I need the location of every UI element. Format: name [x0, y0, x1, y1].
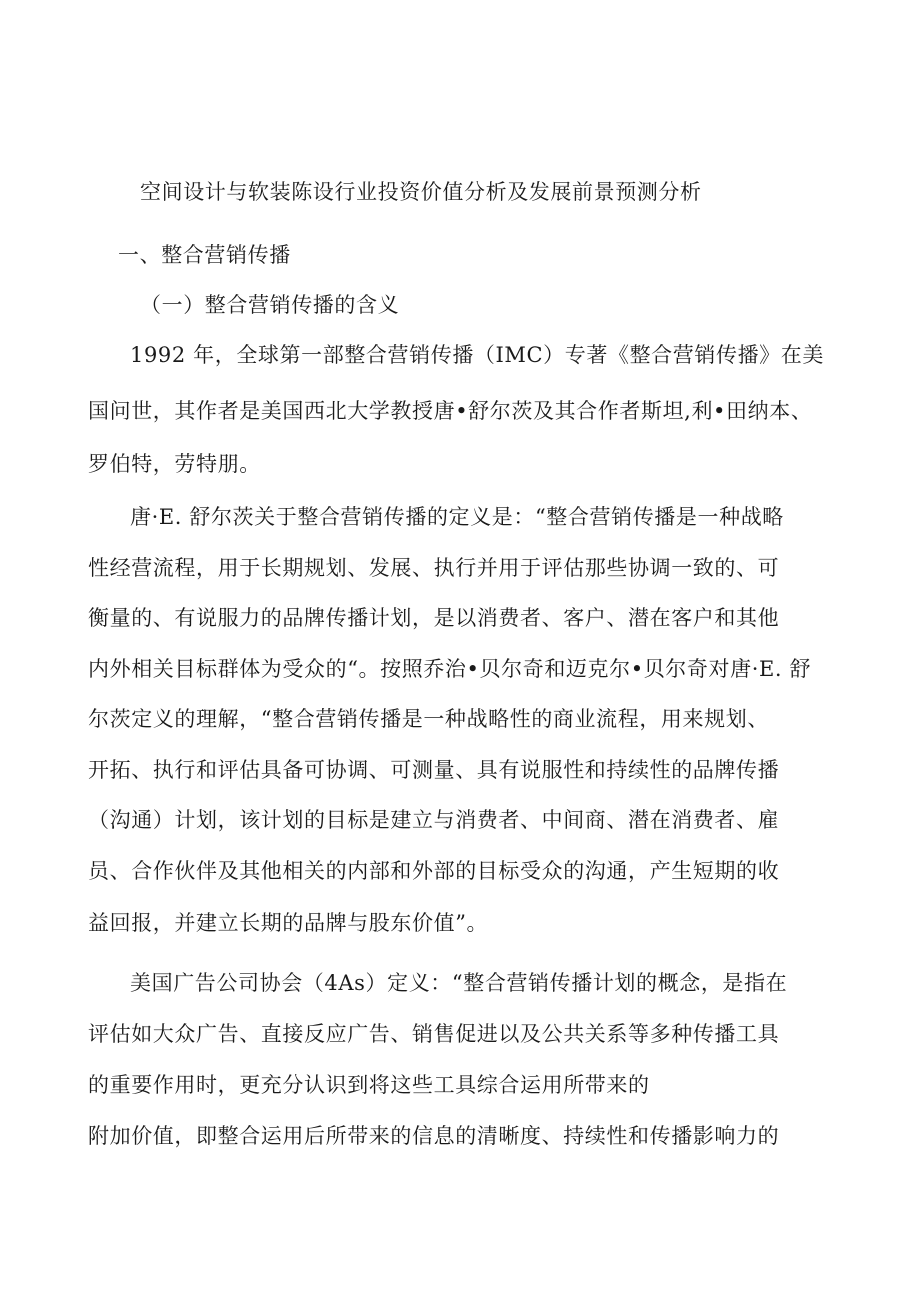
- paragraph-1-line-2: 国问世，其作者是美国西北大学教授唐•舒尔茨及其合作者斯坦,利•田纳本、: [88, 399, 813, 423]
- paragraph-2-line-2: 性经营流程，用于长期规划、发展、执行并用于评估那些协调一致的、可: [88, 556, 780, 580]
- paragraph-2-line-4: 内外相关目标群体为受众的“。按照乔治•贝尔奇和迈克尔•贝尔奇对唐·E. 舒: [88, 657, 812, 681]
- paragraph-2-line-3: 衡量的、有说服力的品牌传播计划，是以消费者、客户、潜在客户和其他: [88, 606, 780, 630]
- paragraph-3-line-3: 的重要作用时，更充分认识到将这些工具综合运用所带来的: [88, 1073, 650, 1097]
- paragraph-2-line-7: （沟通）计划，该计划的目标是建立与消费者、中间商、潜在消费者、雇: [88, 808, 780, 832]
- paragraph-2-line-5: 尔茨定义的理解，“整合营销传播是一种战略性的商业流程，用来规划、: [88, 707, 769, 731]
- document-title: 空间设计与软装陈设行业投资价值分析及发展前景预测分析: [140, 180, 702, 204]
- paragraph-2-line-9: 益回报，并建立长期的品牌与股东价值”。: [88, 911, 489, 935]
- paragraph-3-line-1: 美国广告公司协会（4As）定义：“整合营销传播计划的概念，是指在: [130, 971, 788, 995]
- paragraph-2-line-1: 唐·E. 舒尔茨关于整合营销传播的定义是：“整合营销传播是一种战略: [130, 505, 784, 529]
- paragraph-1-line-1: 1992 年，全球第一部整合营销传播（IMC）专著《整合营销传播》在美: [130, 343, 824, 367]
- subsection-heading: （一）整合营销传播的含义: [140, 293, 400, 317]
- paragraph-2-line-6: 开拓、执行和评估具备可协调、可测量、具有说服性和持续性的品牌传播: [88, 758, 780, 782]
- paragraph-3-line-2: 评估如大众广告、直接反应广告、销售促进以及公共关系等多种传播工具: [88, 1022, 780, 1046]
- paragraph-1-line-3: 罗伯特，劳特朋。: [88, 452, 261, 476]
- paragraph-3-line-4: 附加价值，即整合运用后所带来的信息的清晰度、持续性和传播影响力的: [88, 1124, 780, 1148]
- section-heading: 一、整合营销传播: [118, 243, 291, 267]
- paragraph-2-line-8: 员、合作伙伴及其他相关的内部和外部的目标受众的沟通，产生短期的收: [88, 859, 780, 883]
